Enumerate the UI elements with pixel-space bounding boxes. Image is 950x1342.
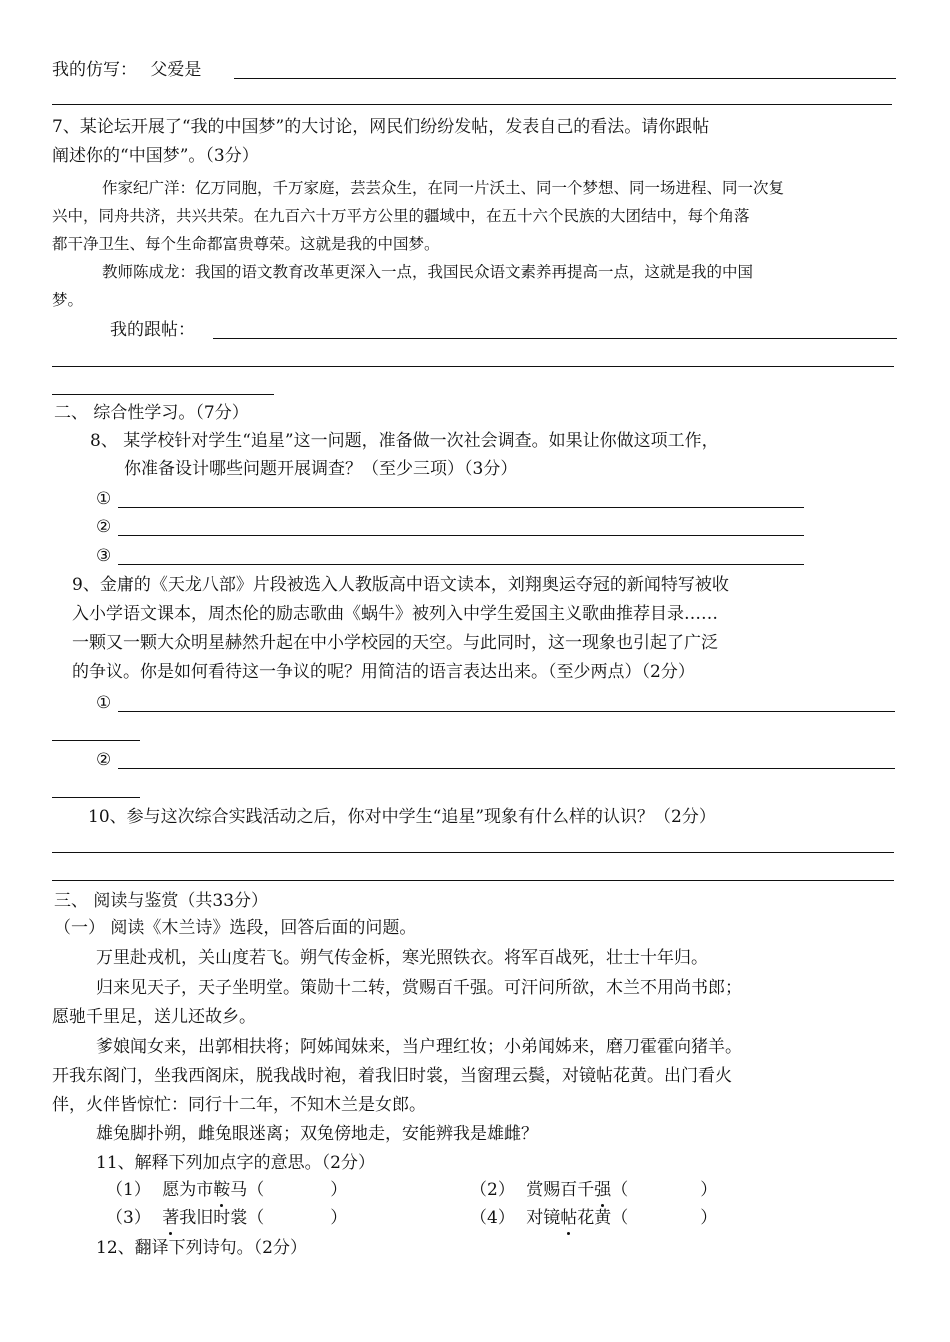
q7-reply-label: 我的跟帖：	[110, 320, 195, 340]
q7-quote1-line1: 作家纪广洋：亿万同胞，千万家庭，芸芸众生，在同一片沃土、同一个梦想、同一场进程、同一次复	[102, 179, 785, 197]
q9-answer-line-2[interactable]	[118, 768, 895, 769]
q11-item-pre: 赏赐百千	[526, 1180, 595, 1200]
q8-answer-line-2[interactable]	[118, 535, 804, 536]
q9-answer-line-1[interactable]	[118, 711, 895, 712]
q9-mark-2: ②	[96, 750, 112, 770]
q9-line4: 的争议。你是如何看待这一争议的呢？用简洁的语言表达出来。（至少两点）（2分）	[72, 662, 695, 682]
q11-item-pre: 对镜	[526, 1208, 561, 1228]
q11-item-4	[470, 1205, 717, 1231]
q7-reply-line-1[interactable]	[213, 338, 897, 339]
q7-line2: 阐述你的“中国梦”。（3分）	[52, 146, 259, 166]
q9-mark-1: ①	[96, 693, 112, 713]
q11-dotted-char: 鞍	[213, 1180, 231, 1200]
q9-line2: 入小学语文课本，周杰伦的励志歌曲《蜗牛》被列入中学生爱国主义歌曲推荐目录……	[72, 604, 718, 624]
q11-item-num: （1）	[106, 1180, 151, 1200]
q9-line1: 9、金庸的《天龙八部》片段被选入人教版高中语文读本，刘翔奥运夺冠的新闻特写被收	[72, 575, 729, 595]
q8-line2: 你准备设计哪些问题开展调查？（至少三项）（3分）	[124, 459, 518, 479]
q7-quote2-line2: 梦。	[52, 291, 84, 309]
q7-quote1-line3: 都干净卫生、每个生命都富贵尊荣。这就是我的中国梦。	[52, 235, 440, 253]
poem-line-5: 开我东阁门，坐我西阁床，脱我战时袍，着我旧时裳，当窗理云鬓，对镜帖花黄。出门看火	[52, 1066, 732, 1086]
q11-item-2	[470, 1177, 717, 1203]
q7-line1: 7、某论坛开展了“我的中国梦”的大讨论，网民们纷纷发帖，发表自己的看法。请你跟帖	[52, 117, 710, 137]
q11-item-close: ）	[330, 1180, 348, 1200]
q11-dotted-char: 帖	[560, 1208, 578, 1228]
poem-line-7: 雄兔脚扑朔，雌兔眼迷离；双兔傍地走，安能辨我是雄雌？	[96, 1124, 538, 1144]
q11-item-close: ）	[330, 1208, 348, 1228]
q10-answer-line-1[interactable]	[52, 852, 894, 853]
q11-item-num: （4）	[470, 1208, 515, 1228]
q11-item-3	[106, 1205, 347, 1231]
q11-item-post: 我旧时裳（	[179, 1208, 265, 1228]
imitation-row	[52, 57, 912, 83]
q8-mark-1: ①	[96, 489, 112, 509]
q10-answer-line-2[interactable]	[52, 880, 894, 881]
poem-line-4: 爹娘闻女来，出郭相扶将；阿姊闻妹来，当户理红妆；小弟闻姊来，磨刀霍霍向猪羊。	[96, 1037, 742, 1057]
q11-item-num: （3）	[106, 1208, 151, 1228]
poem-line-3: 愿驰千里足，送儿还故乡。	[52, 1007, 256, 1027]
q11-item-close: ）	[700, 1180, 718, 1200]
q11-item-post: 马（	[230, 1180, 265, 1200]
q8-mark-2: ②	[96, 517, 112, 537]
poem-line-2: 归来见天子，天子坐明堂。策勋十二转，赏赐百千强。可汗问所欲，木兰不用尚书郎；	[96, 978, 742, 998]
imitation-label: 我的仿写：	[52, 60, 137, 80]
section3-part1: （一） 阅读《木兰诗》选段，回答后面的问题。	[54, 918, 417, 938]
q8-line1: 8、 某学校针对学生“追星”这一问题，准备做一次社会调查。如果让你做这项工作，	[90, 431, 719, 451]
q7-reply-line-3[interactable]	[52, 394, 274, 395]
q7-reply-line-2[interactable]	[52, 366, 894, 367]
imitation-prompt: 父爱是	[150, 60, 202, 80]
q11-item-pre: 愿为市	[162, 1180, 214, 1200]
q11-item-num: （2）	[470, 1180, 515, 1200]
q7-quote2-line1: 教师陈成龙：我国的语文教育改革更深入一点，我国民众语文素养再提高一点，这就是我的中国	[102, 263, 754, 281]
q8-answer-line-3[interactable]	[118, 564, 804, 565]
q10-text: 10、参与这次综合实践活动之后，你对中学生“追星”现象有什么样的认识？（2分）	[88, 807, 716, 827]
q11-dotted-char: 强	[594, 1180, 612, 1200]
q11-item-post: （	[611, 1180, 629, 1200]
poem-line-6: 伴，火伴皆惊忙：同行十二年，不知木兰是女郎。	[52, 1095, 426, 1115]
q11-dotted-char: 著	[162, 1208, 180, 1228]
q11-item-post: 花黄（	[577, 1208, 629, 1228]
imitation-answer-line-2[interactable]	[52, 104, 892, 105]
imitation-answer-line[interactable]	[234, 78, 896, 79]
q9-answer-line-1b[interactable]	[52, 740, 140, 741]
q9-line3: 一颗又一颗大众明星赫然升起在中小学校园的天空。与此同时，这一现象也引起了广泛	[72, 633, 718, 653]
q11-item-1	[106, 1177, 347, 1203]
q11-text: 11、解释下列加点字的意思。（2分）	[96, 1153, 375, 1173]
q7-quote1-line2: 兴中，同舟共济，共兴共荣。在九百六十万平方公里的疆域中，在五十六个民族的大团结中，每个角落	[52, 207, 750, 225]
section2-heading: 二、 综合性学习。（7分）	[54, 403, 249, 423]
q8-answer-line-1[interactable]	[118, 507, 804, 508]
q11-item-close: ）	[700, 1208, 718, 1228]
q9-answer-line-2b[interactable]	[52, 797, 140, 798]
poem-line-1: 万里赴戎机，关山度若飞。朔气传金柝，寒光照铁衣。将军百战死，壮士十年归。	[96, 948, 708, 968]
q8-mark-3: ③	[96, 546, 112, 566]
section3-heading: 三、 阅读与鉴赏（共33分）	[54, 891, 269, 911]
q12-text: 12、翻译下列诗句。（2分）	[96, 1238, 307, 1258]
